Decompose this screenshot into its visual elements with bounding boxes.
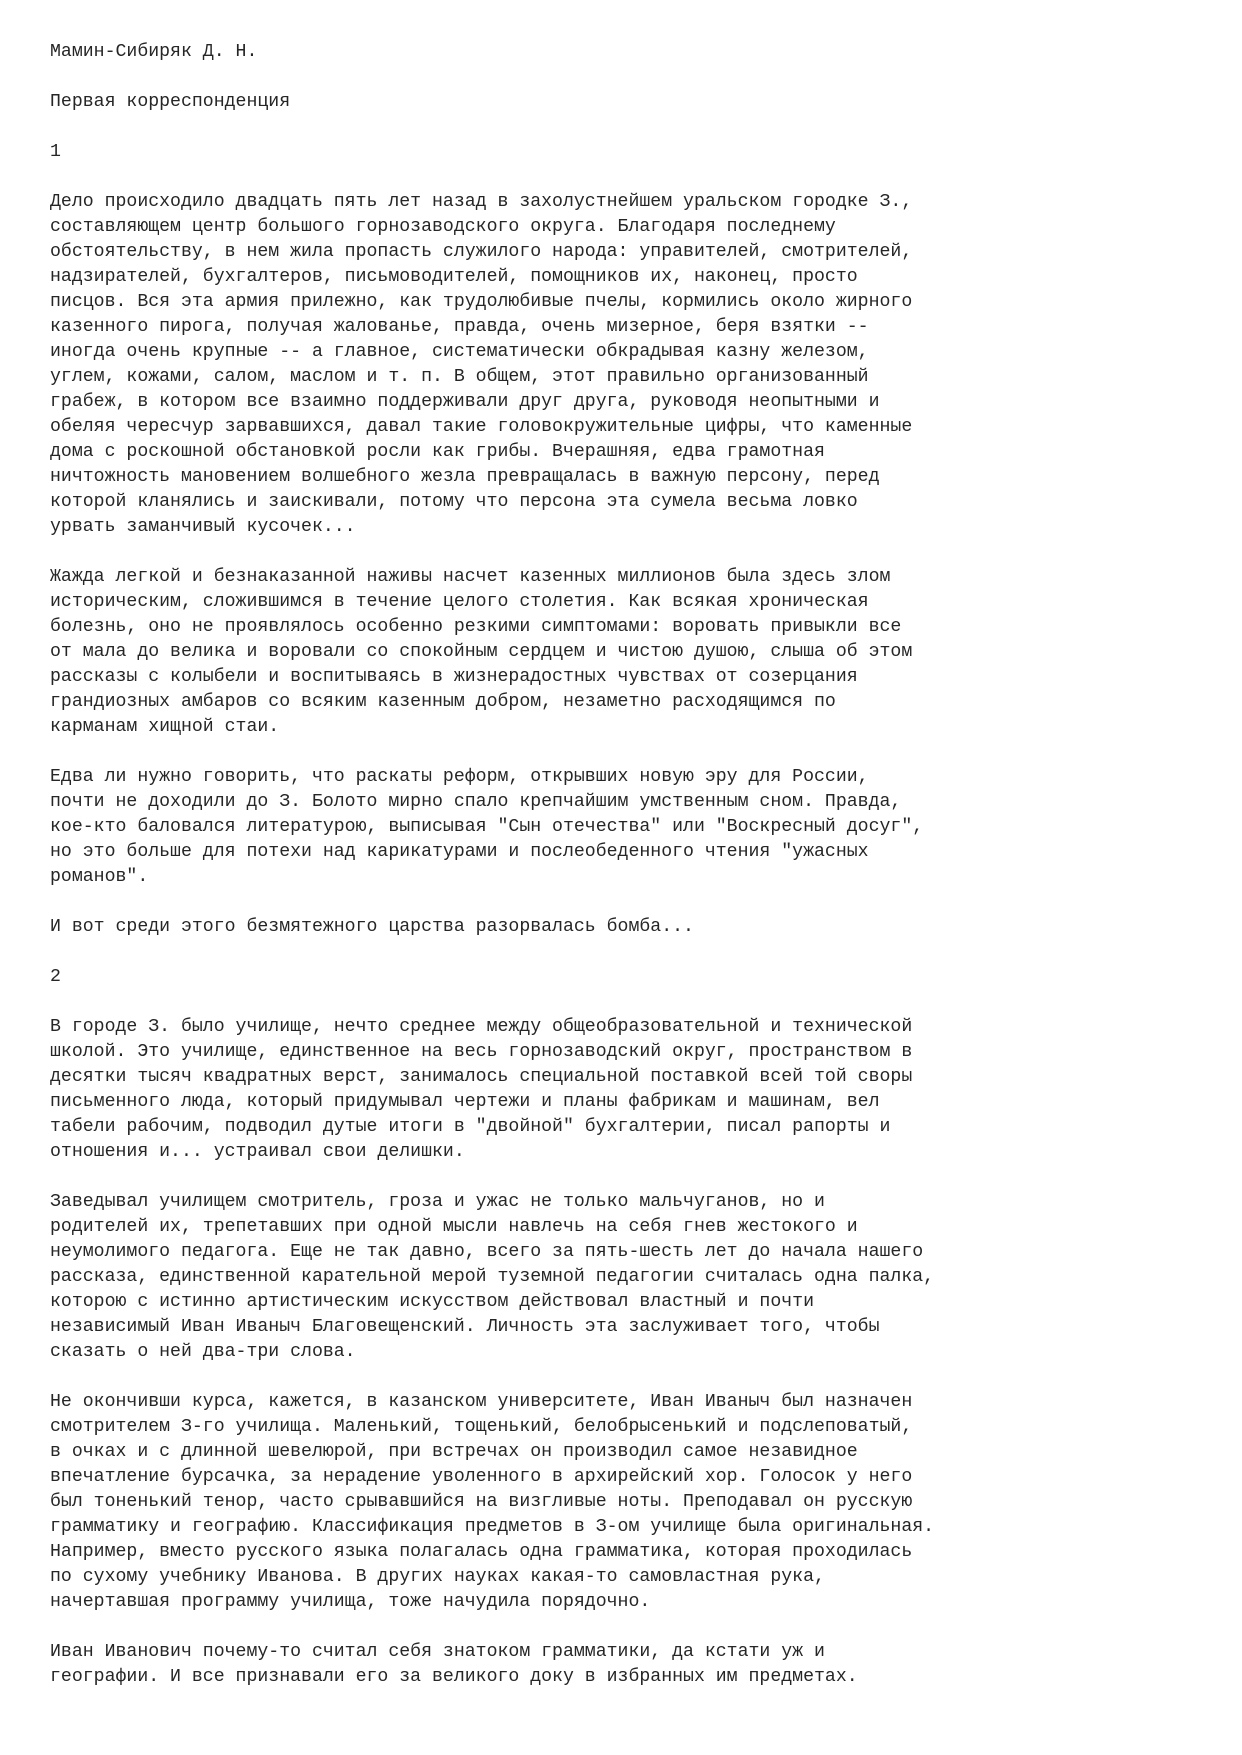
paragraph xyxy=(50,1640,1202,1690)
text-line: надзирателей, бухгалтеров, письмоводителей, помощников их, наконец, просто xyxy=(50,267,858,287)
blank-line xyxy=(50,940,1202,965)
section-number xyxy=(50,965,1202,990)
text-line: Дело происходило двадцать пять лет назад в захолустнейшем уральском городке З., xyxy=(50,192,913,212)
text-line: неумолимого педагога. Еще не так давно, всего за пять-шесть лет до начала нашего xyxy=(50,1242,924,1262)
text-line: грандиозных амбаров со всяким казенным добром, незаметно расходящимся по xyxy=(50,692,836,712)
blank-line xyxy=(50,540,1202,565)
blank-line xyxy=(50,1165,1202,1190)
text-line: В городе З. было училище, нечто среднее между общеобразовательной и технической xyxy=(50,1017,913,1037)
paragraph xyxy=(50,565,1202,740)
text-line: урвать заманчивый кусочек... xyxy=(50,517,356,537)
text-line: романов". xyxy=(50,867,149,887)
text-line: Не окончивши курса, кажется, в казанском университете, Иван Иваныч был назначен xyxy=(50,1392,913,1412)
section-number xyxy=(50,140,1202,165)
text-line: Едва ли нужно говорить, что раскаты реформ, открывших новую эру для России, xyxy=(50,767,869,787)
text-line: писцов. Вся эта армия прилежно, как трудолюбивые пчелы, кормились около жирного xyxy=(50,292,913,312)
text-line: Например, вместо русского языка полагалась одна грамматика, которая проходилась xyxy=(50,1542,913,1562)
text-line: обеляя чересчур зарвавшихся, давал такие головокружительные цифры, что каменные xyxy=(50,417,913,437)
text-line: обстоятельству, в нем жила пропасть служилого народа: управителей, смотрителей, xyxy=(50,242,913,262)
text-line: рассказа, единственной карательной мерой туземной педагогии считалась одна палка, xyxy=(50,1267,935,1287)
text-line: десятки тысяч квадратных верст, занималось специальной поставкой всей той своры xyxy=(50,1067,913,1087)
text-line: начертавшая программу училища, тоже начудила порядочно. xyxy=(50,1592,651,1612)
blank-line xyxy=(50,1365,1202,1390)
paragraph xyxy=(50,1390,1202,1615)
blank-line xyxy=(50,740,1202,765)
text-line: родителей их, трепетавших при одной мысли навлечь на себя гнев жестокого и xyxy=(50,1217,858,1237)
paragraph xyxy=(50,1190,1202,1365)
text-line: Заведывал училищем смотритель, гроза и ужас не только мальчуганов, но и xyxy=(50,1192,825,1212)
text-line: углем, кожами, салом, маслом и т. п. В общем, этот правильно организованный xyxy=(50,367,869,387)
text-line: независимый Иван Иваныч Благовещенский. Личность эта заслуживает того, чтобы xyxy=(50,1317,880,1337)
text-line: 1 xyxy=(50,142,61,162)
paragraph xyxy=(50,1015,1202,1165)
blank-line xyxy=(50,890,1202,915)
text-line: в очках и с длинной шевелюрой, при встречах он производил самое незавидное xyxy=(50,1442,858,1462)
text-line: от мала до велика и воровали со спокойным сердцем и чистою душою, слыша об этом xyxy=(50,642,913,662)
document-title: Первая корреспонденция xyxy=(50,92,291,112)
paragraph xyxy=(50,765,1202,890)
text-line: иногда очень крупные -- а главное, систематически обкрадывая казну железом, xyxy=(50,342,869,362)
text-line: грамматику и географию. Классификация предметов в З-ом училище была оригинальная. xyxy=(50,1517,935,1537)
paragraph xyxy=(50,190,1202,540)
blank-line xyxy=(50,1615,1202,1640)
text-line: Иван Иванович почему-то считал себя знатоком грамматики, да кстати уж и xyxy=(50,1642,825,1662)
text-line: болезнь, оно не проявлялось особенно резкими симптомами: воровать привыкли все xyxy=(50,617,902,637)
text-line: грабеж, в котором все взаимно поддерживали друг друга, руководя неопытными и xyxy=(50,392,880,412)
blank-line xyxy=(50,1690,1202,1715)
text-line: был тоненький тенор, часто срывавшийся на визгливые ноты. Преподавал он русскую xyxy=(50,1492,913,1512)
text-line: но это больше для потехи над карикатурами и послеобеденного чтения "ужасных xyxy=(50,842,869,862)
text-line: 2 xyxy=(50,967,61,987)
text-line: историческим, сложившимся в течение целого столетия. Как всякая хроническая xyxy=(50,592,869,612)
text-line: ничтожность мановением волшебного жезла превращалась в важную персону, перед xyxy=(50,467,880,487)
text-line: школой. Это училище, единственное на весь горнозаводский округ, пространством в xyxy=(50,1042,913,1062)
text-line: которою с истинно артистическим искусством действовал властный и почти xyxy=(50,1292,814,1312)
text-line: Жажда легкой и безнаказанной наживы насчет казенных миллионов была здесь злом xyxy=(50,567,891,587)
text-line: сказать о ней два-три слова. xyxy=(50,1342,356,1362)
paragraph xyxy=(50,915,1202,940)
text-line: смотрителем З-го училища. Маленький, тощенький, белобрысенький и подслеповатый, xyxy=(50,1417,913,1437)
text-line: почти не доходили до З. Болото мирно спало крепчайшим умственным сном. Правда, xyxy=(50,792,902,812)
text-line: дома с роскошной обстановкой росли как грибы. Вчерашняя, едва грамотная xyxy=(50,442,825,462)
blank-line xyxy=(50,990,1202,1015)
text-line: рассказы с колыбели и воспитываясь в жизнерадостных чувствах от созерцания xyxy=(50,667,858,687)
text-line: впечатление бурсачка, за нерадение уволенного в архирейский хор. Голосок у него xyxy=(50,1467,913,1487)
text-line: И вот среди этого безмятежного царства разорвалась бомба... xyxy=(50,917,694,937)
blank-line xyxy=(50,65,1202,90)
text-line: казенного пирога, получая жалованье, правда, очень мизерное, беря взятки -- xyxy=(50,317,869,337)
document-body xyxy=(50,140,1202,1715)
author-line: Мамин-Сибиряк Д. Н. xyxy=(50,42,258,62)
text-line: кое-кто баловался литературою, выписывая "Сын отечества" или "Воскресный досуг", xyxy=(50,817,924,837)
blank-line xyxy=(50,115,1202,140)
text-line: отношения и... устраивал свои делишки. xyxy=(50,1142,465,1162)
text-line: табели рабочим, подводил дутые итоги в "двойной" бухгалтерии, писал рапорты и xyxy=(50,1117,891,1137)
blank-line xyxy=(50,165,1202,190)
text-line: карманам хищной стаи. xyxy=(50,717,280,737)
text-line: составляющем центр большого горнозаводского округа. Благодаря последнему xyxy=(50,217,836,237)
text-line: географии. И все признавали его за великого доку в избранных им предметах. xyxy=(50,1667,858,1687)
text-line: которой кланялись и заискивали, потому что персона эта сумела весьма ловко xyxy=(50,492,858,512)
text-line: письменного люда, который придумывал чертежи и планы фабрикам и машинам, вел xyxy=(50,1092,880,1112)
text-line: по сухому учебнику Иванова. В других науках какая-то самовластная рука, xyxy=(50,1567,825,1587)
